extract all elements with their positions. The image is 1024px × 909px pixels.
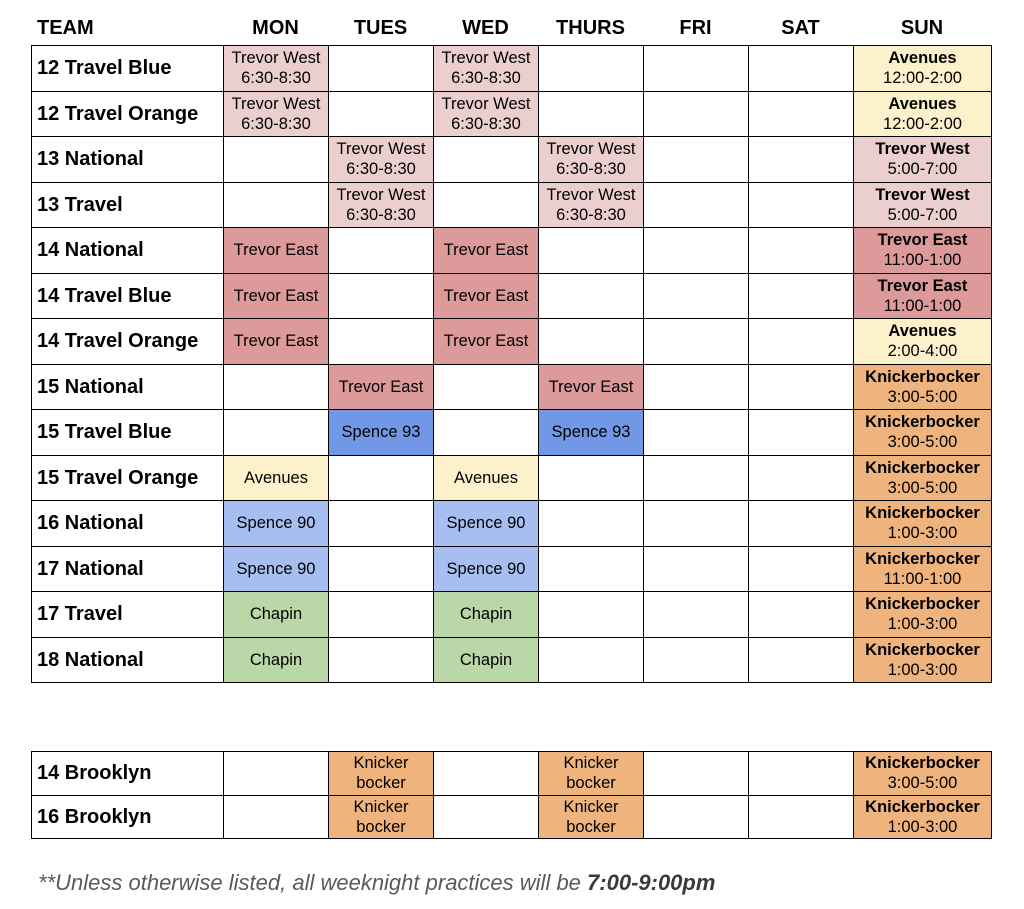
team-name: 16 Brooklyn (32, 795, 224, 839)
empty-cell (749, 46, 854, 92)
empty-cell (749, 182, 854, 228)
practice-time: 11:00-1:00 (883, 296, 962, 315)
empty-cell (434, 182, 539, 228)
header-day-sat: SAT (781, 17, 820, 39)
empty-cell (434, 137, 539, 183)
practice-location: Trevor East (877, 231, 968, 250)
empty-cell (539, 228, 644, 274)
empty-cell (749, 546, 854, 592)
practice-cell (854, 795, 992, 839)
header-day-mon: MON (252, 17, 299, 39)
practice-location: Knicker (353, 754, 409, 773)
practice-time: bocker (356, 774, 406, 793)
empty-cell (644, 137, 749, 183)
practice-cell (224, 228, 329, 274)
practice-cell (224, 501, 329, 547)
header-day-sun: SUN (900, 17, 944, 39)
practice-location: Trevor East (233, 241, 319, 260)
table-row (32, 752, 992, 796)
practice-location: Trevor West (875, 140, 970, 159)
table-row (32, 637, 992, 683)
empty-cell (329, 501, 434, 547)
practice-time: bocker (356, 817, 406, 836)
header-team: TEAM (37, 17, 94, 39)
practice-location: Chapin (249, 650, 303, 669)
team-name: 18 National (32, 637, 224, 683)
header-day-tues: TUES (353, 17, 408, 39)
empty-cell (749, 410, 854, 456)
practice-location: Avenues (244, 468, 308, 487)
practice-location: Trevor West (441, 49, 531, 68)
empty-cell (539, 501, 644, 547)
team-name: 14 Travel Orange (32, 319, 224, 365)
practice-location: Trevor West (231, 49, 321, 68)
practice-time: 6:30-8:30 (241, 69, 311, 88)
practice-cell (539, 137, 644, 183)
practice-cell (854, 592, 992, 638)
practice-time: 12:00-2:00 (883, 114, 962, 133)
practice-time: 6:30-8:30 (451, 114, 521, 133)
practice-cell (854, 455, 992, 501)
practice-time: 6:30-8:30 (346, 160, 416, 179)
team-name: 13 Travel (32, 182, 224, 228)
practice-cell (329, 410, 434, 456)
footnote-text: **Unless otherwise listed, all weeknight practices will be (38, 870, 588, 895)
practice-location: Spence 90 (236, 514, 316, 533)
table-row (32, 795, 992, 839)
table-row (32, 410, 992, 456)
header-day-wed: WED (462, 17, 509, 39)
empty-cell (644, 228, 749, 274)
empty-cell (644, 410, 749, 456)
empty-cell (224, 795, 329, 839)
empty-cell (539, 637, 644, 683)
practice-cell (224, 273, 329, 319)
empty-cell (749, 592, 854, 638)
practice-time: 1:00-3:00 (887, 660, 958, 679)
team-name: 15 National (32, 364, 224, 410)
empty-cell (749, 455, 854, 501)
table-row (32, 546, 992, 592)
empty-cell (434, 410, 539, 456)
practice-location: Knicker (563, 797, 619, 816)
practice-time: 6:30-8:30 (241, 114, 311, 133)
practice-cell (854, 319, 992, 365)
header-day-thurs: THURS (556, 17, 625, 39)
table-row (32, 319, 992, 365)
table-row (32, 592, 992, 638)
empty-cell (539, 455, 644, 501)
practice-time: 12:00-2:00 (883, 69, 962, 88)
empty-cell (749, 501, 854, 547)
practice-location: Chapin (249, 605, 303, 624)
practice-time: 5:00-7:00 (887, 205, 958, 224)
practice-cell (854, 752, 992, 796)
practice-location: Avenues (888, 94, 957, 113)
practice-location: Trevor West (546, 140, 636, 159)
practice-cell (434, 46, 539, 92)
empty-cell (749, 273, 854, 319)
practice-location: Avenues (888, 322, 957, 341)
practice-cell (539, 364, 644, 410)
empty-cell (329, 455, 434, 501)
table-row (32, 137, 992, 183)
practice-cell (329, 364, 434, 410)
empty-cell (329, 319, 434, 365)
empty-cell (644, 752, 749, 796)
empty-cell (644, 455, 749, 501)
practice-location: Spence 93 (341, 423, 421, 442)
practice-location: Avenues (454, 468, 518, 487)
team-name: 12 Travel Blue (32, 46, 224, 92)
practice-cell (854, 182, 992, 228)
practice-location: Trevor East (443, 286, 529, 305)
table-row (32, 228, 992, 274)
empty-cell (224, 182, 329, 228)
empty-cell (644, 46, 749, 92)
practice-location: Knickerbocker (865, 458, 980, 477)
practice-time: bocker (566, 774, 616, 793)
practice-location: Trevor West (441, 94, 531, 113)
empty-cell (644, 501, 749, 547)
practice-location: Trevor East (443, 241, 529, 260)
practice-cell (434, 319, 539, 365)
empty-cell (644, 546, 749, 592)
empty-cell (749, 795, 854, 839)
footnote-time: 7:00-9:00pm (587, 870, 716, 895)
practice-cell (434, 637, 539, 683)
team-name: 16 National (32, 501, 224, 547)
practice-location: Knickerbocker (865, 549, 980, 568)
empty-cell (434, 795, 539, 839)
practice-location: Knickerbocker (865, 413, 980, 432)
empty-cell (644, 637, 749, 683)
empty-cell (539, 273, 644, 319)
team-name: 12 Travel Orange (32, 91, 224, 137)
practice-location: Trevor West (336, 140, 426, 159)
empty-cell (539, 319, 644, 365)
empty-cell (749, 228, 854, 274)
header-day-fri: FRI (679, 17, 712, 39)
empty-cell (329, 46, 434, 92)
empty-cell (224, 137, 329, 183)
empty-cell (749, 319, 854, 365)
empty-cell (539, 46, 644, 92)
practice-location: Spence 93 (551, 423, 631, 442)
practice-location: Knicker (353, 797, 409, 816)
practice-cell (329, 137, 434, 183)
practice-location: Trevor West (231, 94, 321, 113)
empty-cell (329, 592, 434, 638)
team-name: 14 Brooklyn (32, 752, 224, 796)
practice-time: 3:00-5:00 (887, 433, 958, 452)
practice-location: Knickerbocker (865, 367, 980, 386)
practice-location: Trevor East (233, 332, 319, 351)
practice-cell (854, 228, 992, 274)
practice-cell (224, 319, 329, 365)
practice-location: Knickerbocker (865, 640, 980, 659)
practice-cell (539, 182, 644, 228)
practice-time: 1:00-3:00 (887, 615, 958, 634)
practice-cell (854, 364, 992, 410)
empty-cell (539, 546, 644, 592)
empty-cell (644, 319, 749, 365)
practice-cell (854, 273, 992, 319)
practice-time: 11:00-1:00 (883, 251, 962, 270)
practice-time: 2:00-4:00 (887, 342, 958, 361)
practice-cell (434, 501, 539, 547)
table-row (32, 46, 992, 92)
practice-cell (224, 546, 329, 592)
practice-location: Knickerbocker (865, 595, 980, 614)
empty-cell (224, 364, 329, 410)
practice-cell (434, 455, 539, 501)
practice-location: Trevor West (336, 185, 426, 204)
team-name: 15 Travel Orange (32, 455, 224, 501)
practice-cell (224, 91, 329, 137)
practice-location: Chapin (459, 650, 513, 669)
team-name: 14 Travel Blue (32, 273, 224, 319)
practice-time: 6:30-8:30 (451, 69, 521, 88)
practice-location: Trevor West (875, 185, 970, 204)
empty-cell (224, 410, 329, 456)
practice-cell (329, 795, 434, 839)
empty-cell (539, 592, 644, 638)
practice-location: Knickerbocker (865, 754, 980, 773)
practice-time: 6:30-8:30 (346, 205, 416, 224)
practice-time: 6:30-8:30 (556, 160, 626, 179)
empty-cell (644, 592, 749, 638)
practice-time: bocker (566, 817, 616, 836)
practice-cell (854, 501, 992, 547)
empty-cell (749, 364, 854, 410)
empty-cell (434, 364, 539, 410)
practice-location: Trevor East (338, 377, 424, 396)
footnote (38, 870, 715, 896)
practice-cell (224, 46, 329, 92)
team-name: 13 National (32, 137, 224, 183)
practice-cell (224, 592, 329, 638)
table-row (32, 91, 992, 137)
practice-location: Avenues (888, 49, 957, 68)
team-name: 17 Travel (32, 592, 224, 638)
practice-location: Trevor East (877, 276, 968, 295)
empty-cell (644, 273, 749, 319)
empty-cell (329, 228, 434, 274)
practice-location: Chapin (459, 605, 513, 624)
team-name: 14 National (32, 228, 224, 274)
practice-time: 3:00-5:00 (887, 387, 958, 406)
practice-time: 6:30-8:30 (556, 205, 626, 224)
brooklyn-table (31, 751, 992, 839)
practice-cell (854, 410, 992, 456)
practice-cell (224, 637, 329, 683)
empty-cell (749, 137, 854, 183)
practice-cell (434, 228, 539, 274)
practice-cell (224, 455, 329, 501)
practice-time: 3:00-5:00 (887, 774, 958, 793)
empty-cell (329, 91, 434, 137)
practice-cell (329, 182, 434, 228)
table-row (32, 501, 992, 547)
practice-time: 3:00-5:00 (887, 478, 958, 497)
empty-cell (644, 182, 749, 228)
practice-cell (854, 91, 992, 137)
empty-cell (434, 752, 539, 796)
empty-cell (539, 91, 644, 137)
empty-cell (644, 795, 749, 839)
empty-cell (224, 752, 329, 796)
practice-location: Knicker (563, 754, 619, 773)
empty-cell (644, 91, 749, 137)
schedule-table (31, 45, 992, 683)
practice-cell (854, 637, 992, 683)
empty-cell (329, 546, 434, 592)
practice-location: Knickerbocker (865, 797, 980, 816)
practice-location: Knickerbocker (865, 504, 980, 523)
practice-cell (854, 46, 992, 92)
empty-cell (749, 752, 854, 796)
practice-cell (434, 273, 539, 319)
practice-cell (854, 137, 992, 183)
practice-time: 11:00-1:00 (883, 569, 962, 588)
empty-cell (329, 637, 434, 683)
table-row (32, 182, 992, 228)
empty-cell (749, 637, 854, 683)
practice-location: Trevor East (443, 332, 529, 351)
table-row (32, 455, 992, 501)
practice-cell (434, 592, 539, 638)
team-name: 15 Travel Blue (32, 410, 224, 456)
practice-cell (329, 752, 434, 796)
table-row (32, 364, 992, 410)
team-name: 17 National (32, 546, 224, 592)
practice-location: Spence 90 (236, 559, 316, 578)
practice-cell (434, 546, 539, 592)
practice-location: Trevor West (546, 185, 636, 204)
empty-cell (644, 364, 749, 410)
practice-location: Trevor East (548, 377, 634, 396)
practice-cell (854, 546, 992, 592)
empty-cell (749, 91, 854, 137)
empty-cell (329, 273, 434, 319)
practice-time: 5:00-7:00 (887, 160, 958, 179)
practice-cell (539, 752, 644, 796)
practice-time: 1:00-3:00 (887, 817, 958, 836)
table-row (32, 273, 992, 319)
practice-location: Spence 90 (446, 559, 526, 578)
practice-location: Trevor East (233, 286, 319, 305)
practice-time: 1:00-3:00 (887, 524, 958, 543)
practice-cell (539, 795, 644, 839)
practice-location: Spence 90 (446, 514, 526, 533)
practice-cell (539, 410, 644, 456)
practice-cell (434, 91, 539, 137)
